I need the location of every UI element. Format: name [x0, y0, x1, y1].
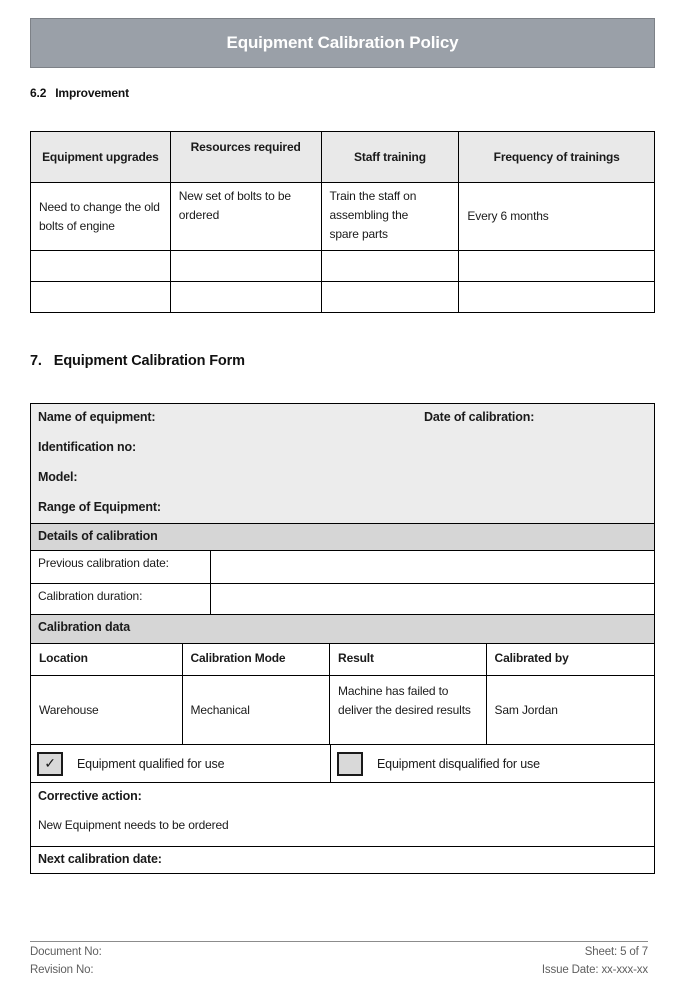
section-number: 6.2 [30, 86, 47, 100]
footer-line-1 [30, 946, 648, 964]
corrective-action-row [31, 783, 654, 847]
equipment-info-section [31, 404, 654, 524]
table-row [31, 282, 655, 313]
empty-cell [170, 282, 321, 313]
sheet-number: Sheet: 5 of 7 [584, 946, 648, 958]
qualified-checkbox[interactable]: ✓ [37, 752, 63, 776]
cell-staff-training: Train the staff on assembling the spare parts [321, 183, 459, 251]
table-header-row [31, 132, 655, 183]
info-line-name [31, 410, 654, 440]
section-title: Improvement [55, 86, 129, 100]
calibration-data-column-headers [31, 644, 654, 676]
section-heading-calibration-form [30, 353, 245, 369]
cell-location: Warehouse [31, 676, 183, 744]
table-row [31, 183, 655, 251]
col-header-result: Result [330, 644, 487, 675]
document-no-label: Document No: [30, 946, 102, 958]
issue-date: Issue Date: xx-xxx-xx [541, 964, 648, 976]
page-title: Equipment Calibration Policy [226, 33, 459, 52]
cell-resources-required: New set of bolts to be ordered [170, 183, 321, 251]
calibration-duration-row [31, 584, 654, 615]
disqualified-label: Equipment disqualified for use [377, 756, 540, 771]
footer-line-2 [30, 964, 648, 982]
info-line-range [31, 500, 654, 524]
col-header-resources-required: Resources required [170, 132, 321, 183]
info-line-identification [31, 440, 654, 470]
disqualified-checkbox[interactable] [337, 752, 363, 776]
range-of-equipment-label: Range of Equipment: [38, 500, 161, 514]
cell-calibrated-by: Sam Jordan [494, 702, 558, 717]
info-line-model [31, 470, 654, 500]
section-number: 7. [30, 353, 42, 369]
calibration-duration-label: Calibration duration: [31, 584, 211, 614]
table-row [31, 251, 655, 282]
empty-cell [321, 282, 459, 313]
empty-cell [31, 282, 171, 313]
calibration-form-table [30, 403, 655, 874]
calibration-data-header: Calibration data [31, 615, 654, 644]
section-title: Equipment Calibration Form [53, 353, 245, 369]
improvement-table [30, 131, 655, 313]
disqualified-cell [331, 745, 654, 782]
empty-cell [31, 251, 171, 282]
calibration-duration-value [211, 584, 654, 614]
previous-calibration-date-row [31, 551, 654, 584]
title-banner [30, 18, 655, 68]
qualified-label: Equipment qualified for use [77, 756, 225, 771]
col-header-calibration-mode: Calibration Mode [183, 644, 331, 675]
empty-cell [170, 251, 321, 282]
model-label: Model: [38, 470, 78, 484]
next-calibration-date-row: Next calibration date: [38, 852, 162, 866]
empty-cell [321, 251, 459, 282]
cell-result: Machine has failed to deliver the desired results [330, 676, 487, 744]
col-header-equipment-upgrades: Equipment upgrades [31, 132, 171, 183]
revision-no-label: Revision No: [30, 964, 94, 976]
section-heading-improvement [30, 86, 129, 100]
qualification-row [31, 745, 654, 783]
details-of-calibration-header: Details of calibration [31, 524, 654, 551]
qualified-cell [31, 745, 331, 782]
col-header-staff-training: Staff training [321, 132, 459, 183]
cell-equipment-upgrades: Need to change the old bolts of engine [31, 183, 171, 251]
cell-frequency: Every 6 months [459, 183, 655, 251]
corrective-action-label: Corrective action: [38, 789, 142, 803]
col-header-frequency-of-trainings: Frequency of trainings [459, 132, 655, 183]
empty-cell [459, 282, 655, 313]
calibration-data-row [31, 676, 654, 745]
previous-calibration-date-label: Previous calibration date: [31, 551, 211, 583]
col-header-calibrated-by: Calibrated by [494, 651, 569, 665]
page-footer [30, 941, 648, 982]
identification-no-label: Identification no: [38, 440, 136, 454]
cell-calibration-mode: Mechanical [183, 676, 331, 744]
corrective-action-value: New Equipment needs to be ordered [38, 818, 229, 832]
empty-cell [459, 251, 655, 282]
date-of-calibration-label: Date of calibration: [424, 410, 535, 424]
col-header-location: Location [31, 644, 183, 675]
previous-calibration-date-value [211, 551, 654, 583]
name-of-equipment-label: Name of equipment: [38, 410, 156, 424]
